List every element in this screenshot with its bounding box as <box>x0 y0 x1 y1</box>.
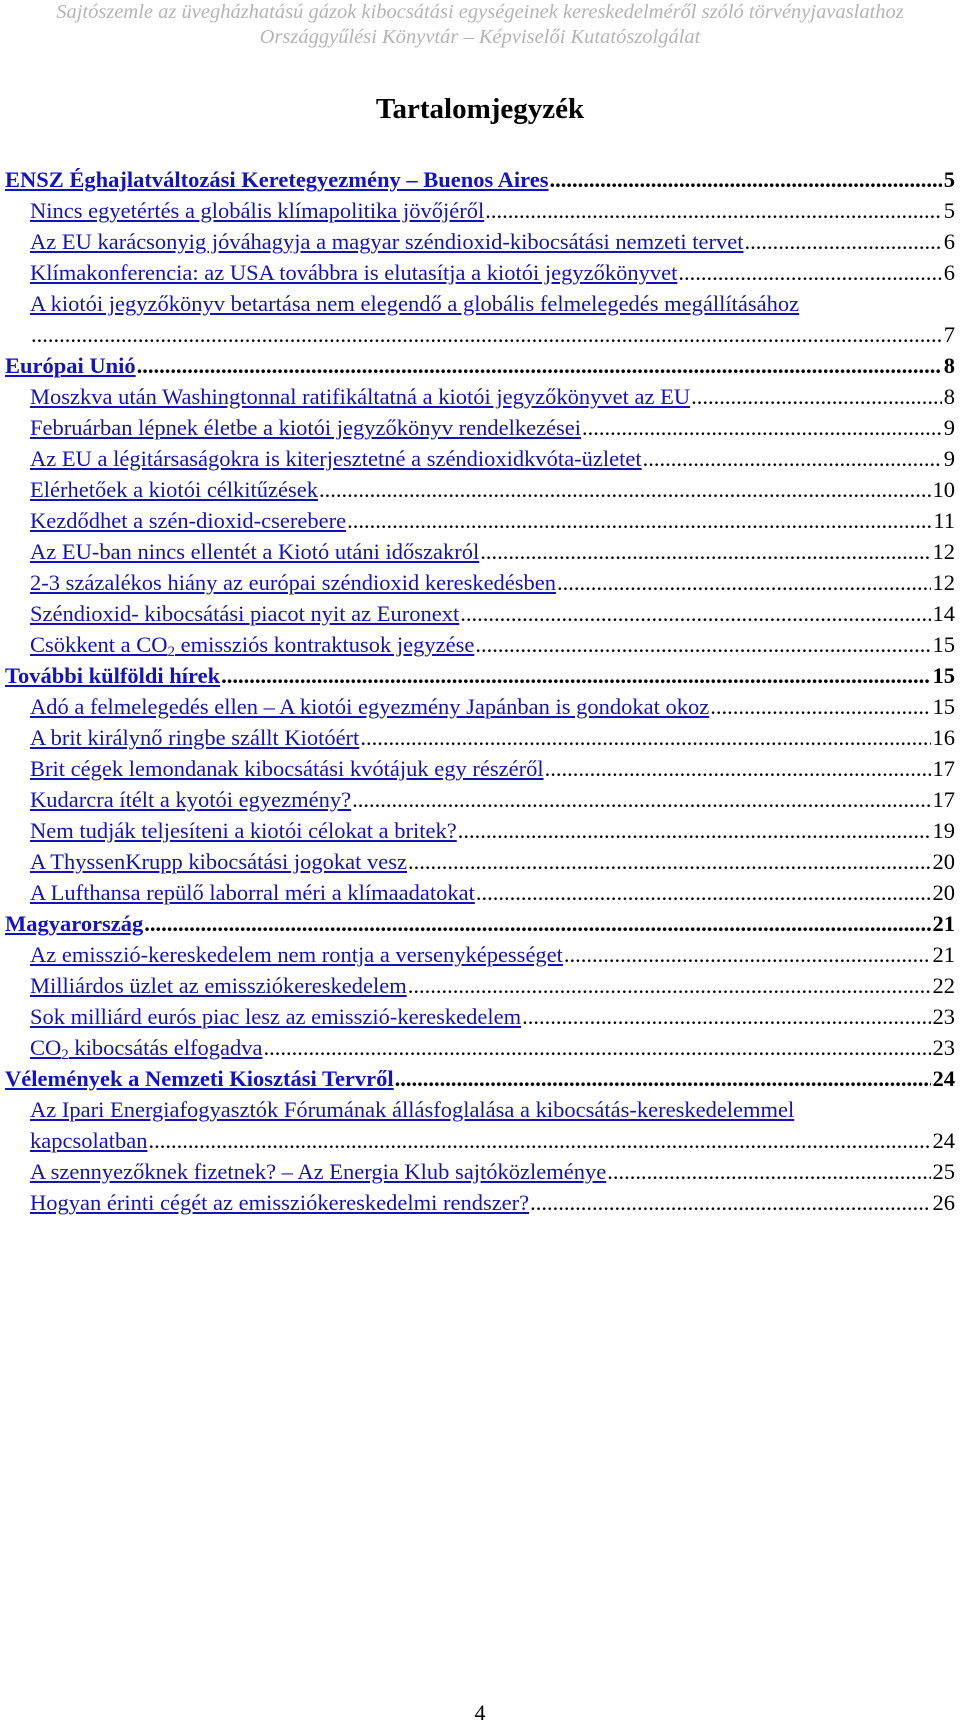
toc-page-number: 6 <box>943 260 955 285</box>
toc-link[interactable]: Kudarcra ítélt a kyotói egyezmény? <box>30 787 352 812</box>
toc-link[interactable]: Vélemények a Nemzeti Kiosztási Tervről <box>5 1066 394 1091</box>
toc-link[interactable]: Az EU a légitársaságokra is kiterjesztetné a széndioxidkvóta-üzletet <box>30 446 642 471</box>
dot-leader <box>347 505 931 536</box>
toc-page-number: 14 <box>932 601 955 626</box>
toc-page-number: 10 <box>932 477 955 502</box>
dot-leader <box>475 629 930 660</box>
toc-page-number: 25 <box>932 1159 955 1184</box>
dot-leader <box>745 226 942 257</box>
toc-link[interactable]: A brit királynő ringbe szállt Kiotóért <box>30 725 360 750</box>
toc-page-number: 12 <box>932 539 955 564</box>
toc-page-number: 8 <box>943 353 955 378</box>
toc-entry[interactable] <box>5 288 955 319</box>
toc-link[interactable]: Európai Unió <box>5 353 136 378</box>
toc-entry[interactable] <box>5 939 955 970</box>
toc-entry[interactable] <box>5 598 955 629</box>
toc-link[interactable]: Az Ipari Energiafogyasztók Fórumának állásfoglalása a kibocsátás-kereskedelemmel <box>30 1097 795 1122</box>
toc-link[interactable]: Adó a felmelegedés ellen – A kiotói egyezmény Japánban is gondokat okoz <box>30 694 710 719</box>
toc-link[interactable]: További külföldi hírek <box>5 663 221 688</box>
toc-page-number: 11 <box>933 508 955 533</box>
running-header <box>0 0 960 50</box>
toc-link[interactable]: Sok milliárd eurós piac lesz az emisszió-kereskedelem <box>30 1004 522 1029</box>
toc-entry[interactable] <box>5 381 955 412</box>
dot-leader <box>476 877 931 908</box>
toc-entry[interactable] <box>5 412 955 443</box>
table-of-contents <box>5 164 955 1218</box>
toc-entry[interactable] <box>5 195 955 226</box>
toc-page-number: 23 <box>932 1004 955 1029</box>
page-title: Tartalomjegyzék <box>375 93 585 125</box>
toc-entry[interactable] <box>5 1032 955 1063</box>
toc-entry[interactable] <box>5 505 955 536</box>
toc-page-number: 5 <box>943 198 955 223</box>
toc-page-number: 21 <box>932 911 955 936</box>
toc-entry[interactable] <box>5 970 955 1001</box>
toc-page-number: 16 <box>932 725 955 750</box>
dot-leader <box>480 536 930 567</box>
header-line-1: Sajtószemle az üvegházhatású gázok kibocsátási egységeinek kereskedelméről szóló törvényjavaslathoz <box>56 1 904 23</box>
toc-entry[interactable] <box>5 691 955 722</box>
dot-leader <box>550 164 942 195</box>
dot-leader <box>643 443 942 474</box>
toc-link[interactable]: A ThyssenKrupp kibocsátási jogokat vesz <box>30 849 408 874</box>
toc-page-number: 21 <box>932 942 955 967</box>
dot-leader <box>522 1001 930 1032</box>
toc-entry[interactable] <box>5 257 955 288</box>
toc-entry[interactable] <box>5 536 955 567</box>
toc-entry[interactable] <box>5 1125 955 1156</box>
toc-link[interactable]: Az EU karácsonyig jóváhagyja a magyar széndioxid-kibocsátási nemzeti tervet <box>30 229 744 254</box>
toc-page-number: 23 <box>932 1035 955 1060</box>
toc-entry[interactable] <box>5 660 955 691</box>
toc-entry[interactable] <box>5 474 955 505</box>
toc-entry[interactable] <box>5 846 955 877</box>
toc-entry[interactable] <box>5 567 955 598</box>
dot-leader <box>263 1032 930 1063</box>
dot-leader <box>319 474 930 505</box>
dot-leader <box>137 350 942 381</box>
toc-link[interactable]: Hogyan érinti cégét az emissziókereskedelmi rendszer? <box>30 1190 530 1215</box>
toc-link[interactable]: Az EU-ban nincs ellentét a Kiotó utáni időszakról <box>30 539 480 564</box>
toc-entry[interactable] <box>5 1094 955 1125</box>
toc-page-number: 15 <box>932 663 955 688</box>
toc-link[interactable]: Nem tudják teljesíteni a kiotói célokat a britek? <box>30 818 457 843</box>
toc-link[interactable]: 2-3 százalékos hiány az európai széndioxid kereskedésben <box>30 570 557 595</box>
dot-leader <box>460 598 930 629</box>
toc-link[interactable]: Moszkva után Washingtonnal ratifikáltatná a kiotói jegyzőkönyvet az EU <box>30 384 691 409</box>
toc-link[interactable]: kapcsolatban <box>30 1128 148 1153</box>
toc-link[interactable]: Széndioxid- kibocsátási piacot nyit az Euronext <box>30 601 460 626</box>
toc-entry[interactable] <box>5 226 955 257</box>
toc-page-number: 15 <box>932 694 955 719</box>
toc-entry[interactable] <box>5 908 955 939</box>
toc-link[interactable]: A kiotói jegyzőkönyv betartása nem elegendő a globális felmelegedés megállításához <box>30 291 800 316</box>
toc-entry[interactable] <box>5 784 955 815</box>
toc-link[interactable]: Magyarország <box>5 911 144 936</box>
dot-leader <box>352 784 930 815</box>
toc-entry[interactable] <box>5 753 955 784</box>
toc-page-number: 22 <box>932 973 955 998</box>
dot-leader <box>148 1125 930 1156</box>
toc-page-number: 24 <box>932 1128 955 1153</box>
toc-entry[interactable] <box>5 319 955 350</box>
toc-page-number: 15 <box>932 632 955 657</box>
toc-page-number: 19 <box>932 818 955 843</box>
dot-leader <box>582 412 942 443</box>
toc-page-number: 20 <box>932 880 955 905</box>
toc-entry[interactable] <box>5 1063 955 1094</box>
dot-leader <box>607 1156 930 1187</box>
toc-link[interactable]: Klímakonferencia: az USA továbbra is elutasítja a kiotói jegyzőkönyvet <box>30 260 678 285</box>
toc-link[interactable]: $CO_2$ kibocsátás elfogadva <box>30 1035 263 1063</box>
page-number: 4 <box>474 1700 486 1725</box>
toc-page-number: 24 <box>932 1066 955 1091</box>
toc-page-number: 8 <box>943 384 955 409</box>
toc-entry[interactable] <box>5 1001 955 1032</box>
toc-page-number: 9 <box>943 446 955 471</box>
toc-entry[interactable] <box>5 722 955 753</box>
header-line-2: Országgyűlési Könyvtár – Képviselői Kutatószolgálat <box>259 26 701 48</box>
toc-page-number: 12 <box>932 570 955 595</box>
dot-leader <box>557 567 930 598</box>
toc-link[interactable]: Milliárdos üzlet az emissziókereskedelem <box>30 973 407 998</box>
toc-page-number: 7 <box>943 322 955 347</box>
toc-link[interactable]: Elérhetőek a kiotói célkitűzések <box>30 477 319 502</box>
toc-link[interactable]: Februárban lépnek életbe a kiotói jegyzőkönyv rendelkezései <box>30 415 582 440</box>
dot-leader <box>710 691 930 722</box>
dot-leader <box>408 846 930 877</box>
dot-leader <box>564 939 931 970</box>
toc-page-number: 9 <box>943 415 955 440</box>
toc-page-number: 6 <box>943 229 955 254</box>
toc-link[interactable]: Csökkent a $CO_2$ emissziós kontraktusok jegyzése <box>30 632 475 660</box>
toc-link[interactable]: Nincs egyetértés a globális klímapolitika jövőjéről <box>30 198 485 223</box>
toc-page-number: 17 <box>932 756 955 781</box>
toc-link[interactable]: A szennyezőknek fizetnek? – Az Energia Klub sajtóközleménye <box>30 1159 607 1184</box>
toc-entry[interactable] <box>5 629 955 660</box>
toc-link[interactable]: Az emisszió-kereskedelem nem rontja a versenyképességet <box>30 942 563 967</box>
dot-leader <box>360 722 930 753</box>
toc-link[interactable]: Brit cégek lemondanak kibocsátási kvótájuk egy részéről <box>30 756 544 781</box>
toc-entry[interactable] <box>5 164 955 195</box>
dot-leader <box>31 319 942 350</box>
dot-leader <box>221 660 930 691</box>
toc-link[interactable]: ENSZ Éghajlatváltozási Keretegyezmény – Buenos Aires <box>5 167 549 192</box>
dot-leader <box>691 381 942 412</box>
toc-page-number: 5 <box>943 167 955 192</box>
toc-entry[interactable] <box>5 877 955 908</box>
dot-leader <box>395 1063 931 1094</box>
dot-leader <box>678 257 941 288</box>
toc-page-number: 17 <box>932 787 955 812</box>
dot-leader <box>144 908 930 939</box>
dot-leader <box>485 195 941 226</box>
toc-entry[interactable] <box>5 1187 955 1218</box>
toc-entry[interactable] <box>5 443 955 474</box>
toc-entry[interactable] <box>5 815 955 846</box>
toc-entry[interactable] <box>5 350 955 381</box>
toc-page-number: 20 <box>932 849 955 874</box>
dot-leader <box>530 1187 930 1218</box>
toc-entry[interactable] <box>5 1156 955 1187</box>
toc-link[interactable]: A Lufthansa repülő laborral méri a klímaadatokat <box>30 880 475 905</box>
dot-leader <box>458 815 931 846</box>
dot-leader <box>408 970 931 1001</box>
toc-page-number: 26 <box>932 1190 955 1215</box>
toc-link[interactable]: Kezdődhet a szén-dioxid-cserebere <box>30 508 347 533</box>
dot-leader <box>545 753 931 784</box>
